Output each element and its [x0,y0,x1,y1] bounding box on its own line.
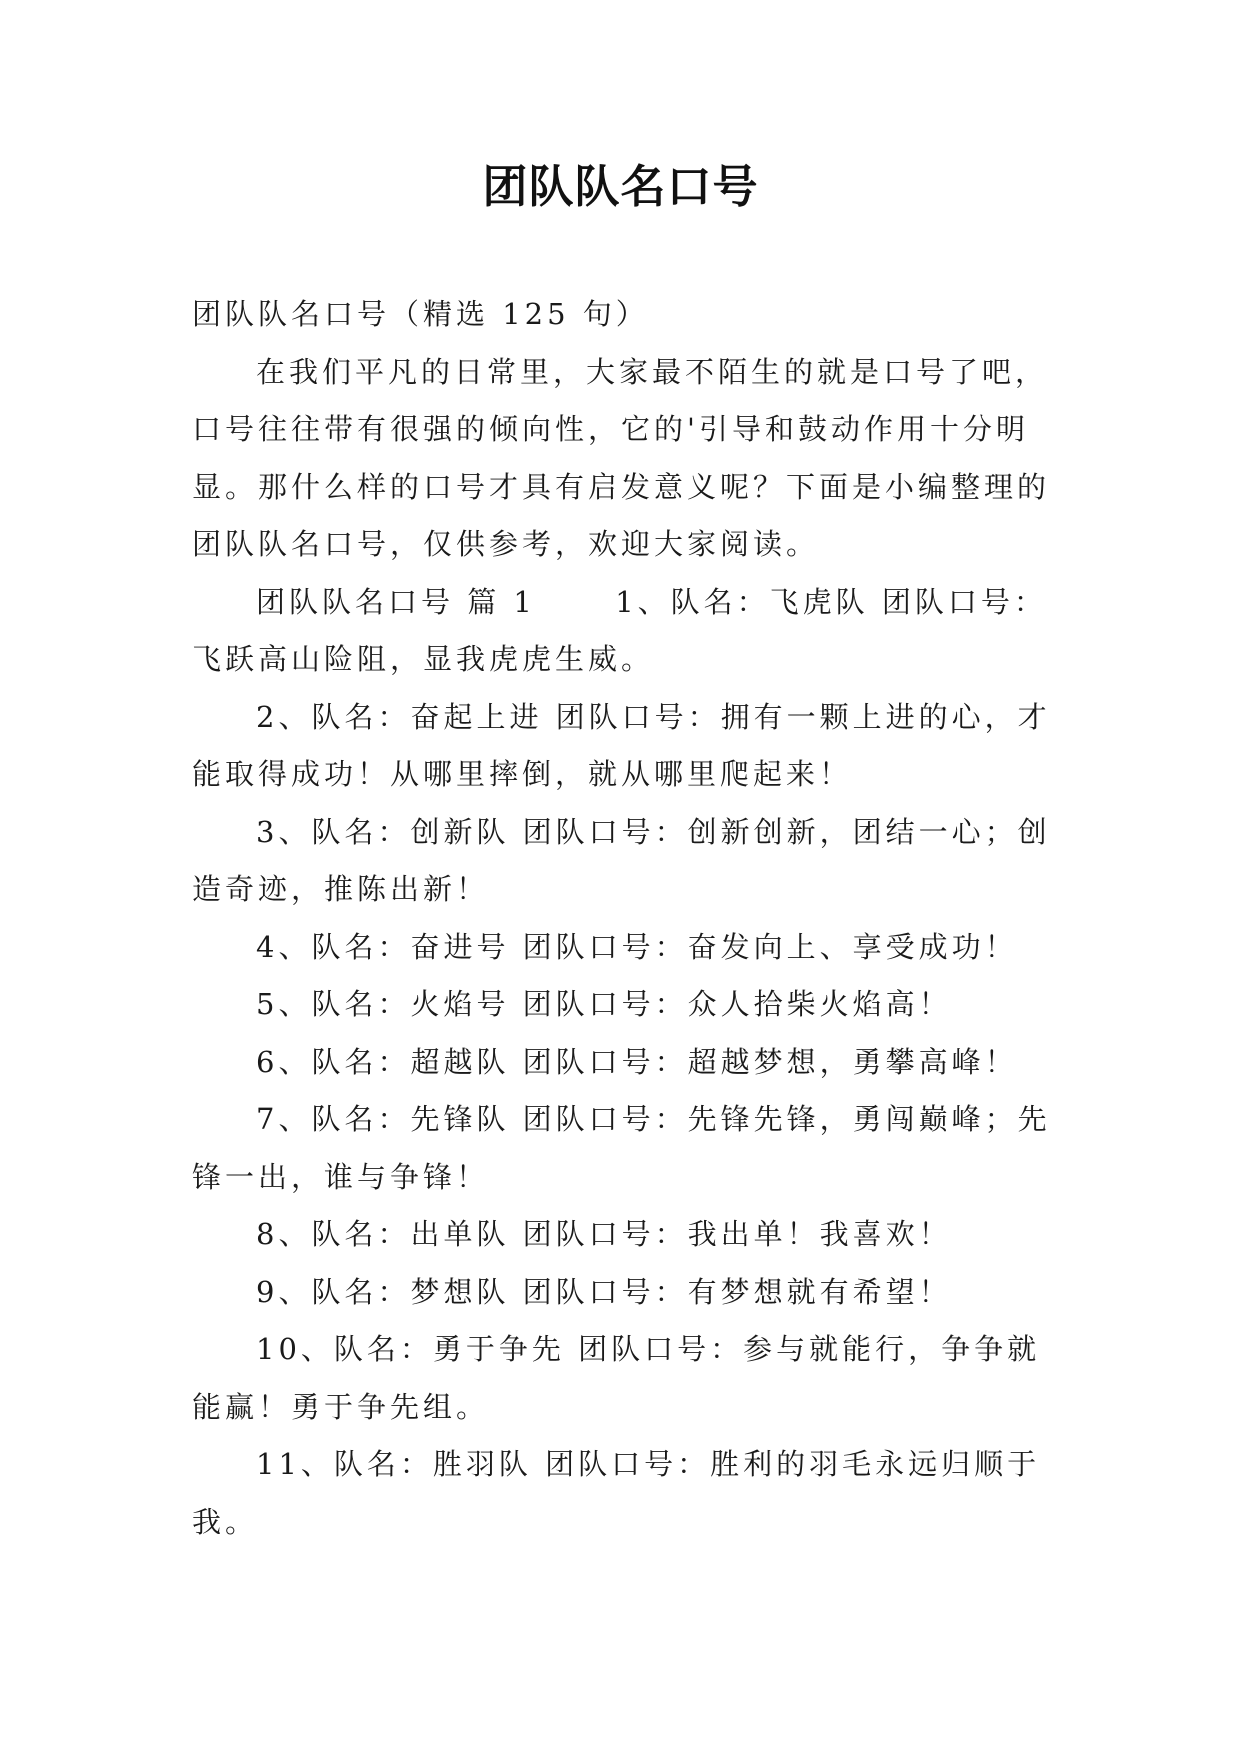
paragraph-intro: 在我们平凡的日常里，大家最不陌生的就是口号了吧，口号往往带有很强的倾向性，它的'引导和鼓动作用十分明显。那什么样的口号才具有启发意义呢？下面是小编整理的团队队名口号，仅供参考，欢迎大家阅读。 [192,354,1051,561]
paragraph-slogan-9: 9、队名：梦想队 团队口号：有梦想就有希望！ [256,1274,952,1309]
document-title: 团队队名口号 [482,160,759,213]
paragraph-slogan-3: 3、队名：创新队 团队口号：创新创新，团结一心；创造奇迹，推陈出新！ [192,814,1051,906]
paragraph-slogan-1: 团队队名口号 篇 1 1、队名：飞虎队 团队口号：飞跃高山险阻，显我虎虎生威。 [192,584,1047,676]
paragraph-slogan-4: 4、队名：奋进号 团队口号：奋发向上、享受成功！ [256,929,1018,964]
paragraph-slogan-11: 11、队名：胜羽队 团队口号：胜利的羽毛永远归顺于我。 [192,1447,1041,1539]
paragraph-slogan-2: 2、队名：奋起上进 团队口号：拥有一颗上进的心，才能取得成功！从哪里摔倒，就从哪里爬起来！ [192,699,1051,791]
paragraph-slogan-7: 7、队名：先锋队 团队口号：先锋先锋，勇闯巅峰；先锋一出，谁与争锋！ [192,1102,1051,1194]
paragraph-subtitle: 团队队名口号（精选 125 句） [192,297,649,331]
paragraph-slogan-8: 8、队名：出单队 团队口号：我出单！我喜欢！ [256,1217,952,1251]
paragraph-slogan-5: 5、队名：火焰号 团队口号：众人拾柴火焰高！ [256,987,952,1021]
document-body [192,286,1052,1551]
paragraph-slogan-10: 10、队名：勇于争先 团队口号：参与就能行，争争就能赢！勇于争先组。 [192,1332,1041,1424]
paragraph-slogan-6: 6、队名：超越队 团队口号：超越梦想，勇攀高峰！ [256,1044,1018,1079]
